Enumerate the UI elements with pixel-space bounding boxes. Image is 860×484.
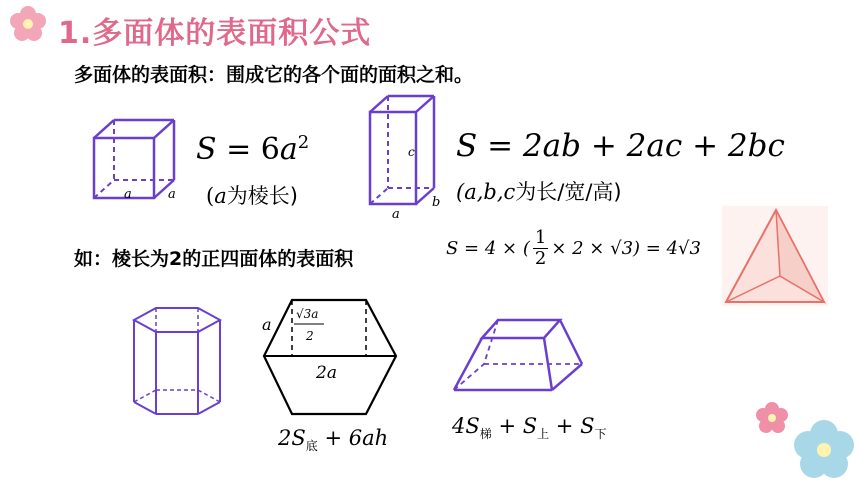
tetrahedron-formula: S = 4 × ( $\frac{1}{2}$ × 2 × √3) = 4√3 bbox=[446, 227, 701, 269]
fraction-numerator: 1 bbox=[534, 227, 547, 248]
cube-edge-label-a2: a bbox=[168, 187, 176, 202]
tetrahedron-image bbox=[722, 206, 828, 306]
box-label-b: b bbox=[432, 195, 441, 210]
cube-figure bbox=[88, 112, 188, 208]
frustum-figure bbox=[448, 312, 588, 402]
hexagon-figure bbox=[256, 292, 406, 422]
hexagon-height-numerator: √3a bbox=[296, 307, 319, 321]
cube-edge-label-a: a bbox=[124, 187, 132, 202]
flower-decoration-icon bbox=[6, 4, 50, 44]
hexagon-height-denominator: 2 bbox=[306, 329, 314, 343]
frustum-formula: $4S_梯 + S_上 + S_下$ bbox=[452, 414, 607, 442]
box-figure bbox=[364, 92, 454, 222]
box-note: (a,b,c为长/宽/高) bbox=[456, 180, 622, 204]
box-label-c: c bbox=[408, 145, 415, 159]
box-formula: S = 2ab + 2ac + 2bc bbox=[456, 128, 785, 164]
prism-formula: $2S_底 + 6ah$ bbox=[278, 426, 389, 454]
example-text: 如：棱长为2的正四面体的表面积 bbox=[74, 248, 354, 270]
definition-text: 多面体的表面积：围成它的各个面的面积之和。 bbox=[74, 64, 474, 86]
hexagon-width-label: 2a bbox=[316, 363, 337, 383]
cube-formula: $S = 6a^2$ bbox=[196, 132, 310, 167]
hexagon-side-label: a bbox=[262, 315, 272, 334]
hexagonal-prism-figure bbox=[126, 298, 226, 418]
box-label-a: a bbox=[392, 207, 400, 222]
flowers-decoration-icon bbox=[752, 396, 860, 484]
page-title: 1.多面体的表面积公式 bbox=[58, 16, 372, 51]
cube-note: (a为棱长) bbox=[206, 184, 298, 208]
fraction-denominator: 2 bbox=[534, 248, 547, 269]
